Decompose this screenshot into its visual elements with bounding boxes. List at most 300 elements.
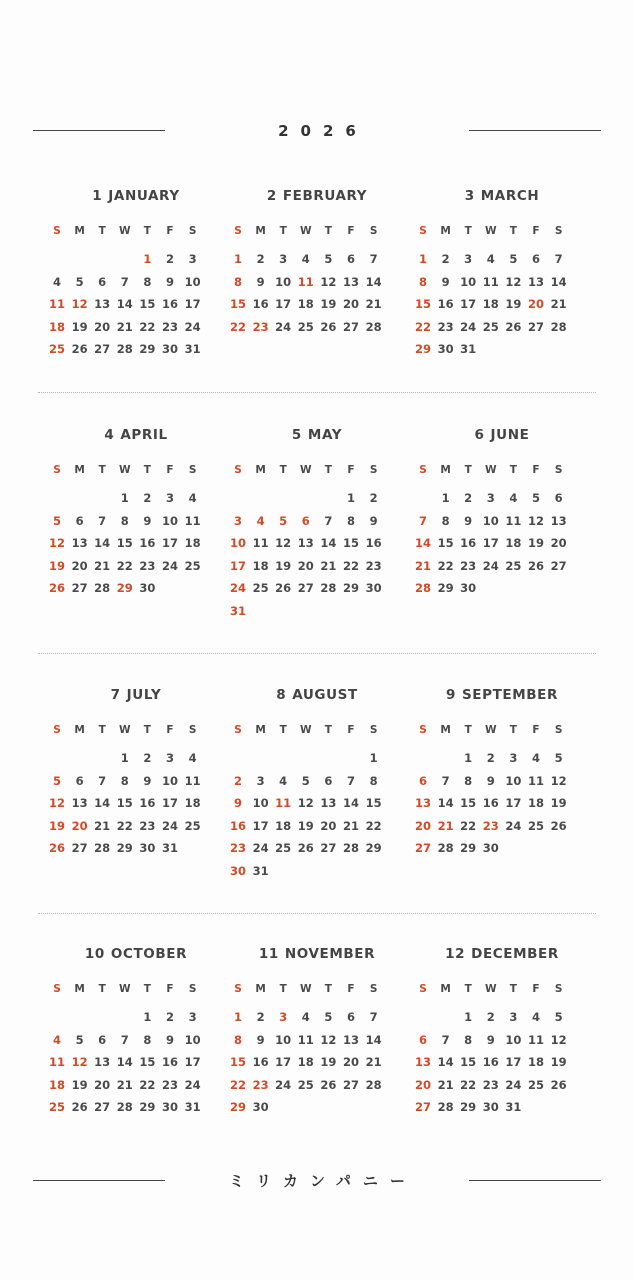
day-cell: 1 [120, 491, 129, 505]
month-number: 6 [474, 427, 485, 443]
day-cell: 14 [414, 536, 431, 550]
day-cell: 16 [161, 1055, 178, 1069]
month-number: 7 [110, 687, 121, 703]
month-number: 10 [84, 946, 105, 962]
month-title [45, 944, 227, 964]
day-cell: 29 [139, 1100, 156, 1114]
day-cell: 13 [342, 1032, 359, 1047]
day-cell: 26 [71, 342, 88, 356]
weekday-label: W [485, 464, 497, 476]
day-cell: 19 [48, 818, 65, 833]
weekday-label: S [369, 983, 378, 995]
day-cell: 31 [460, 342, 477, 356]
month-name: AUGUST [292, 687, 358, 703]
day-cell: 14 [342, 796, 359, 810]
day-cell: 17 [505, 1055, 522, 1069]
weekday-label: F [532, 225, 540, 237]
weekday-label: F [166, 983, 174, 995]
weekday-label: W [119, 464, 131, 476]
day-cell: 3 [509, 751, 518, 765]
day-cell: 22 [414, 319, 431, 334]
day-cell: 5 [509, 252, 518, 266]
day-cell: 20 [342, 297, 359, 311]
day-cell: 28 [94, 841, 111, 855]
day-cell: 21 [437, 818, 454, 833]
day-cell: 7 [98, 773, 107, 788]
day-cell: 19 [320, 1055, 337, 1069]
company-name: ミリカンパニー [229, 1172, 417, 1190]
day-cell: 4 [256, 513, 265, 528]
day-cell: 10 [482, 513, 499, 528]
day-cell: 24 [161, 558, 178, 573]
day-cell: 15 [460, 796, 477, 810]
day-cell: 5 [554, 1010, 563, 1024]
month-july [45, 685, 227, 885]
day-cell: 5 [324, 252, 333, 266]
month-name: DECEMBER [471, 946, 559, 962]
day-cell: 28 [116, 1100, 133, 1114]
weekday-label: F [347, 983, 355, 995]
day-cell: 18 [184, 536, 201, 550]
month-title [45, 685, 227, 705]
day-cell: 10 [229, 536, 246, 550]
day-cell: 30 [252, 1100, 269, 1114]
day-cell: 9 [143, 513, 152, 528]
day-cell: 12 [550, 773, 567, 788]
day-cell: 3 [464, 252, 473, 266]
day-cell: 11 [297, 274, 314, 289]
day-cell: 11 [48, 1055, 65, 1069]
day-cell: 10 [275, 1032, 292, 1047]
day-cell: 16 [229, 818, 246, 833]
weekday-label: W [119, 225, 131, 237]
weekday-label: S [53, 225, 61, 237]
day-cell: 13 [550, 513, 567, 528]
day-cell: 12 [320, 274, 337, 289]
weekday-label: S [419, 724, 427, 736]
weekday-label: M [255, 724, 266, 736]
day-cell: 30 [229, 863, 246, 878]
day-cell: 17 [482, 536, 499, 550]
day-cell: 27 [94, 1100, 111, 1114]
day-cell: 8 [418, 274, 427, 289]
day-cell: 13 [297, 536, 314, 550]
day-cell: 12 [275, 536, 292, 550]
day-cell: 6 [98, 274, 107, 289]
day-cell: 15 [365, 796, 382, 810]
day-cell: 27 [342, 319, 359, 334]
weekday-label: S [188, 983, 197, 995]
weekday-label: S [234, 464, 242, 476]
day-cell: 25 [505, 558, 522, 573]
day-cell: 27 [527, 319, 544, 334]
day-cell: 5 [279, 513, 288, 528]
day-cell: 23 [139, 818, 156, 833]
month-june [411, 425, 593, 625]
day-cell: 3 [188, 1010, 197, 1024]
day-cell: 26 [527, 558, 544, 573]
day-cell: 20 [297, 558, 314, 573]
day-cell: 31 [184, 1100, 201, 1114]
day-cell: 22 [116, 818, 133, 833]
weekday-label: T [98, 724, 106, 736]
day-cell: 20 [94, 1077, 111, 1092]
weekday-label: S [53, 983, 61, 995]
day-cell: 3 [509, 1010, 518, 1024]
day-cell: 18 [527, 1055, 544, 1069]
day-cell: 25 [527, 1077, 544, 1092]
day-cell: 16 [139, 796, 156, 810]
day-cell: 30 [161, 1100, 178, 1114]
weekday-label: S [188, 724, 197, 736]
day-cell: 31 [505, 1100, 522, 1114]
weekday-label: M [440, 983, 451, 995]
day-cell: 2 [165, 1010, 174, 1024]
weekday-label: T [279, 724, 287, 736]
month-name: JANUARY [108, 188, 180, 204]
month-number: 4 [104, 427, 115, 443]
day-cell: 10 [161, 513, 178, 528]
day-cell: 2 [233, 773, 242, 788]
day-cell: 16 [482, 1055, 499, 1069]
day-cell: 5 [75, 274, 84, 289]
weekday-label: S [369, 464, 378, 476]
day-cell: 25 [275, 841, 292, 855]
day-cell: 3 [165, 491, 174, 505]
weekday-label: T [464, 225, 472, 237]
day-cell: 7 [441, 1032, 450, 1047]
weekday-label: S [234, 983, 242, 995]
day-cell: 6 [324, 773, 333, 788]
day-cell: 21 [320, 558, 337, 573]
month-september [411, 685, 593, 885]
day-cell: 8 [441, 513, 450, 528]
month-name: APRIL [120, 427, 168, 443]
weekday-label: T [143, 225, 151, 237]
day-cell: 5 [75, 1032, 84, 1047]
day-cell: 13 [527, 274, 544, 289]
day-cell: 22 [229, 1077, 246, 1092]
day-cell: 7 [369, 1010, 378, 1024]
day-cell: 19 [275, 558, 292, 573]
day-cell: 12 [550, 1032, 567, 1047]
weekday-label: S [554, 983, 563, 995]
day-cell: 25 [297, 319, 314, 334]
weekday-label: T [464, 724, 472, 736]
weekday-label: T [143, 464, 151, 476]
day-cell: 19 [297, 818, 314, 833]
day-cell: 8 [233, 274, 242, 289]
weekday-label: F [532, 724, 540, 736]
day-cell: 29 [116, 841, 133, 855]
day-cell: 27 [414, 841, 431, 855]
day-cell: 6 [75, 513, 84, 528]
weekday-label: T [464, 983, 472, 995]
day-cell: 16 [437, 297, 454, 311]
day-cell: 14 [550, 274, 567, 289]
month-name: JUNE [490, 427, 530, 443]
day-cell: 15 [229, 297, 246, 311]
day-cell: 7 [120, 274, 129, 289]
day-cell: 15 [414, 297, 431, 311]
day-cell: 14 [437, 796, 454, 810]
weekday-label: T [98, 464, 106, 476]
day-cell: 12 [505, 274, 522, 289]
day-cell: 13 [71, 796, 88, 810]
weekday-label: M [255, 225, 266, 237]
day-cell: 29 [342, 581, 359, 595]
day-cell: 21 [342, 818, 359, 833]
month-number: 3 [464, 188, 475, 204]
month-august [226, 685, 408, 885]
weekday-label: S [188, 225, 197, 237]
weekday-label: T [324, 225, 332, 237]
day-cell: 9 [165, 1032, 174, 1047]
day-cell: 24 [505, 818, 522, 833]
day-cell: 14 [94, 796, 111, 810]
day-cell: 29 [229, 1100, 246, 1114]
weekday-label: W [119, 983, 131, 995]
weekday-label: T [324, 724, 332, 736]
weekday-label: T [279, 225, 287, 237]
day-cell: 30 [482, 1100, 499, 1114]
day-cell: 28 [437, 841, 454, 855]
day-cell: 12 [320, 1032, 337, 1047]
day-cell: 18 [184, 796, 201, 810]
day-cell: 16 [161, 297, 178, 311]
month-title [226, 685, 408, 705]
day-cell: 4 [188, 751, 197, 765]
day-cell: 15 [116, 536, 133, 550]
day-cell: 26 [71, 1100, 88, 1114]
day-cell: 9 [143, 773, 152, 788]
day-cell: 4 [301, 252, 310, 266]
day-cell: 20 [71, 558, 88, 573]
weekday-label: S [188, 464, 197, 476]
month-title [226, 944, 408, 964]
day-cell: 21 [116, 319, 133, 334]
day-cell: 21 [365, 297, 382, 311]
month-name: OCTOBER [110, 946, 188, 962]
day-cell: 10 [460, 274, 477, 289]
day-cell: 31 [161, 841, 178, 855]
day-cell: 23 [365, 558, 382, 573]
day-cell: 5 [531, 491, 540, 505]
day-cell: 18 [48, 319, 65, 334]
day-cell: 27 [320, 841, 337, 855]
day-cell: 13 [414, 796, 431, 810]
day-cell: 20 [342, 1055, 359, 1069]
day-cell: 30 [139, 841, 156, 855]
day-cell: 22 [460, 818, 477, 833]
day-cell: 11 [482, 274, 499, 289]
weekday-label: S [554, 464, 563, 476]
day-cell: 23 [252, 319, 269, 334]
day-cell: 21 [414, 558, 431, 573]
day-cell: 29 [460, 1100, 477, 1114]
day-cell: 6 [531, 252, 540, 266]
weekday-label: M [74, 724, 85, 736]
day-cell: 6 [418, 1032, 427, 1047]
day-cell: 16 [460, 536, 477, 550]
day-cell: 27 [297, 581, 314, 595]
day-cell: 18 [275, 818, 292, 833]
weekday-label: S [369, 724, 378, 736]
weekday-label: F [347, 724, 355, 736]
month-name: JULY [126, 687, 162, 703]
day-cell: 13 [94, 297, 111, 311]
day-cell: 8 [233, 1032, 242, 1047]
day-cell: 22 [116, 558, 133, 573]
day-cell: 10 [505, 1032, 522, 1047]
day-cell: 4 [188, 491, 197, 505]
day-cell: 12 [527, 513, 544, 528]
day-cell: 4 [509, 491, 518, 505]
weekday-label: T [509, 983, 517, 995]
day-cell: 2 [256, 252, 265, 266]
day-cell: 29 [116, 581, 133, 595]
day-cell: 4 [52, 274, 61, 289]
day-cell: 22 [342, 558, 359, 573]
day-cell: 17 [184, 297, 201, 311]
day-cell: 23 [482, 1077, 499, 1092]
month-april [45, 425, 227, 625]
month-name: MAY [307, 427, 343, 443]
day-cell: 23 [161, 319, 178, 334]
day-cell: 11 [505, 513, 522, 528]
day-cell: 24 [229, 581, 246, 595]
day-cell: 26 [550, 1077, 567, 1092]
day-cell: 24 [161, 818, 178, 833]
month-december [411, 944, 593, 1144]
day-cell: 12 [71, 1055, 88, 1069]
day-cell: 15 [460, 1055, 477, 1069]
day-cell: 3 [256, 773, 265, 788]
day-cell: 9 [256, 1032, 265, 1047]
day-cell: 7 [418, 513, 427, 528]
day-cell: 19 [320, 297, 337, 311]
day-cell: 29 [139, 342, 156, 356]
day-cell: 29 [437, 581, 454, 595]
day-cell: 20 [414, 818, 431, 833]
day-cell: 30 [139, 581, 156, 595]
day-cell: 21 [94, 818, 111, 833]
day-cell: 28 [550, 319, 567, 334]
day-cell: 26 [48, 841, 65, 855]
weekday-label: T [509, 225, 517, 237]
weekday-label: W [300, 983, 312, 995]
weekday-label: M [255, 983, 266, 995]
weekday-label: T [279, 983, 287, 995]
month-title [411, 685, 593, 705]
day-cell: 11 [527, 773, 544, 788]
day-cell: 28 [437, 1100, 454, 1114]
day-cell: 8 [143, 274, 152, 289]
day-cell: 27 [71, 581, 88, 595]
day-cell: 25 [527, 818, 544, 833]
day-cell: 30 [161, 342, 178, 356]
row-divider [38, 653, 596, 654]
row-divider [38, 913, 596, 914]
day-cell: 28 [342, 841, 359, 855]
day-cell: 16 [139, 536, 156, 550]
day-cell: 17 [161, 536, 178, 550]
day-cell: 17 [252, 818, 269, 833]
day-cell: 12 [48, 796, 65, 810]
day-cell: 17 [460, 297, 477, 311]
day-cell: 30 [482, 841, 499, 855]
weekday-label: T [98, 225, 106, 237]
weekday-label: W [300, 225, 312, 237]
weekday-label: F [347, 464, 355, 476]
month-number: 11 [258, 946, 279, 962]
month-title [45, 186, 227, 206]
day-cell: 3 [233, 513, 242, 528]
day-cell: 6 [346, 252, 355, 266]
day-cell: 5 [52, 513, 61, 528]
weekday-label: S [234, 724, 242, 736]
day-cell: 9 [464, 513, 473, 528]
weekday-label: S [419, 983, 427, 995]
month-title [411, 944, 593, 964]
weekday-label: T [143, 724, 151, 736]
day-cell: 11 [297, 1032, 314, 1047]
weekday-label: T [143, 983, 151, 995]
day-cell: 9 [256, 274, 265, 289]
month-number: 1 [92, 188, 103, 204]
day-cell: 11 [252, 536, 269, 550]
day-cell: 23 [460, 558, 477, 573]
day-cell: 2 [441, 252, 450, 266]
day-cell: 31 [229, 603, 246, 618]
day-cell: 27 [94, 342, 111, 356]
day-cell: 1 [120, 751, 129, 765]
weekday-label: T [509, 464, 517, 476]
weekday-label: M [74, 983, 85, 995]
day-cell: 8 [143, 1032, 152, 1047]
weekday-label: W [300, 724, 312, 736]
day-cell: 24 [275, 319, 292, 334]
day-cell: 31 [184, 342, 201, 356]
day-cell: 10 [184, 274, 201, 289]
day-cell: 20 [550, 536, 567, 550]
day-cell: 16 [252, 1055, 269, 1069]
weekday-label: M [440, 225, 451, 237]
day-cell: 1 [464, 1010, 473, 1024]
day-cell: 8 [464, 773, 473, 788]
day-cell: 19 [71, 1077, 88, 1092]
day-cell: 23 [161, 1077, 178, 1092]
weekday-label: S [53, 464, 61, 476]
day-cell: 10 [252, 796, 269, 810]
day-cell: 15 [116, 796, 133, 810]
day-cell: 27 [342, 1077, 359, 1092]
day-cell: 13 [342, 274, 359, 289]
day-cell: 19 [527, 536, 544, 550]
weekday-label: F [532, 464, 540, 476]
weekday-label: M [440, 464, 451, 476]
day-cell: 1 [418, 252, 427, 266]
day-cell: 17 [505, 796, 522, 810]
weekday-label: W [119, 724, 131, 736]
day-cell: 25 [48, 1100, 65, 1114]
day-cell: 15 [229, 1055, 246, 1069]
day-cell: 18 [252, 558, 269, 573]
day-cell: 27 [550, 558, 567, 573]
day-cell: 2 [464, 491, 473, 505]
month-number: 9 [445, 687, 456, 703]
day-cell: 11 [184, 773, 201, 788]
